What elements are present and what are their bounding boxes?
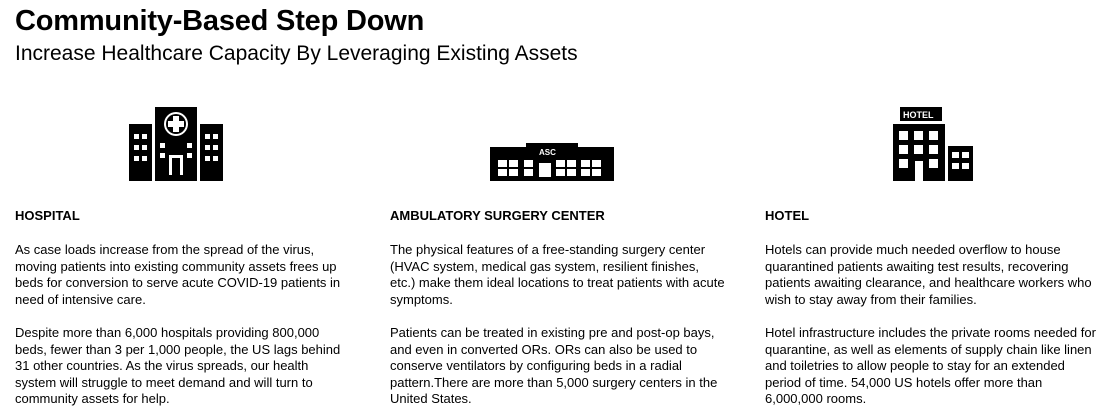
section-paragraph: Patients can be treated in existing pre and post-op bays, and even in converted ORs. ORs can also be used to conserve ventilators by configuring beds in a radial pattern.There are more than 5,000 surgery centers in the United States. [390,325,718,407]
section-heading: HOSPITAL [15,208,80,223]
section-paragraph: The physical features of a free-standing surgery center (HVAC system, medical gas system, resilient finishes, etc.) make them ideal locations to treat patients with acute symptoms. [390,242,725,307]
section-heading: HOTEL [765,208,810,223]
hotel-icon [893,107,975,182]
page-title: Community-Based Step Down [15,5,425,37]
hospital-icon [128,107,224,182]
section-paragraph: Hotels can provide much needed overflow to house quarantined patients awaiting test results, recovering patients awaiting clearance, and healthcare workers who wish to stay away from their families. [765,242,1092,307]
asc-sign-label: ASC [539,148,556,157]
hotel-sign-label: HOTEL [903,110,934,120]
page-subtitle: Increase Healthcare Capacity By Leveraging Existing Assets [15,42,578,65]
section-paragraph: Despite more than 6,000 hospitals providing 800,000 beds, fewer than 3 per 1,000 people, the US lags behind 31 other countries. As the virus spreads, our health system will struggle to meet demand and will turn to community assets for help. [15,325,341,407]
section-heading: AMBULATORY SURGERY CENTER [390,208,605,223]
section-paragraph: As case loads increase from the spread of the virus, moving patients into existing community assets frees up beds for conversion to serve acute COVID-19 patients in need of intensive care. [15,242,341,307]
surgery-center-icon [490,143,614,181]
section-paragraph: Hotel infrastructure includes the private rooms needed for quarantine, as well as elements of supply chain like linen and toiletries to allow people to stay for an extended period of time. 54,000 US hotels offer more than 6,000,000 rooms. [765,325,1096,407]
